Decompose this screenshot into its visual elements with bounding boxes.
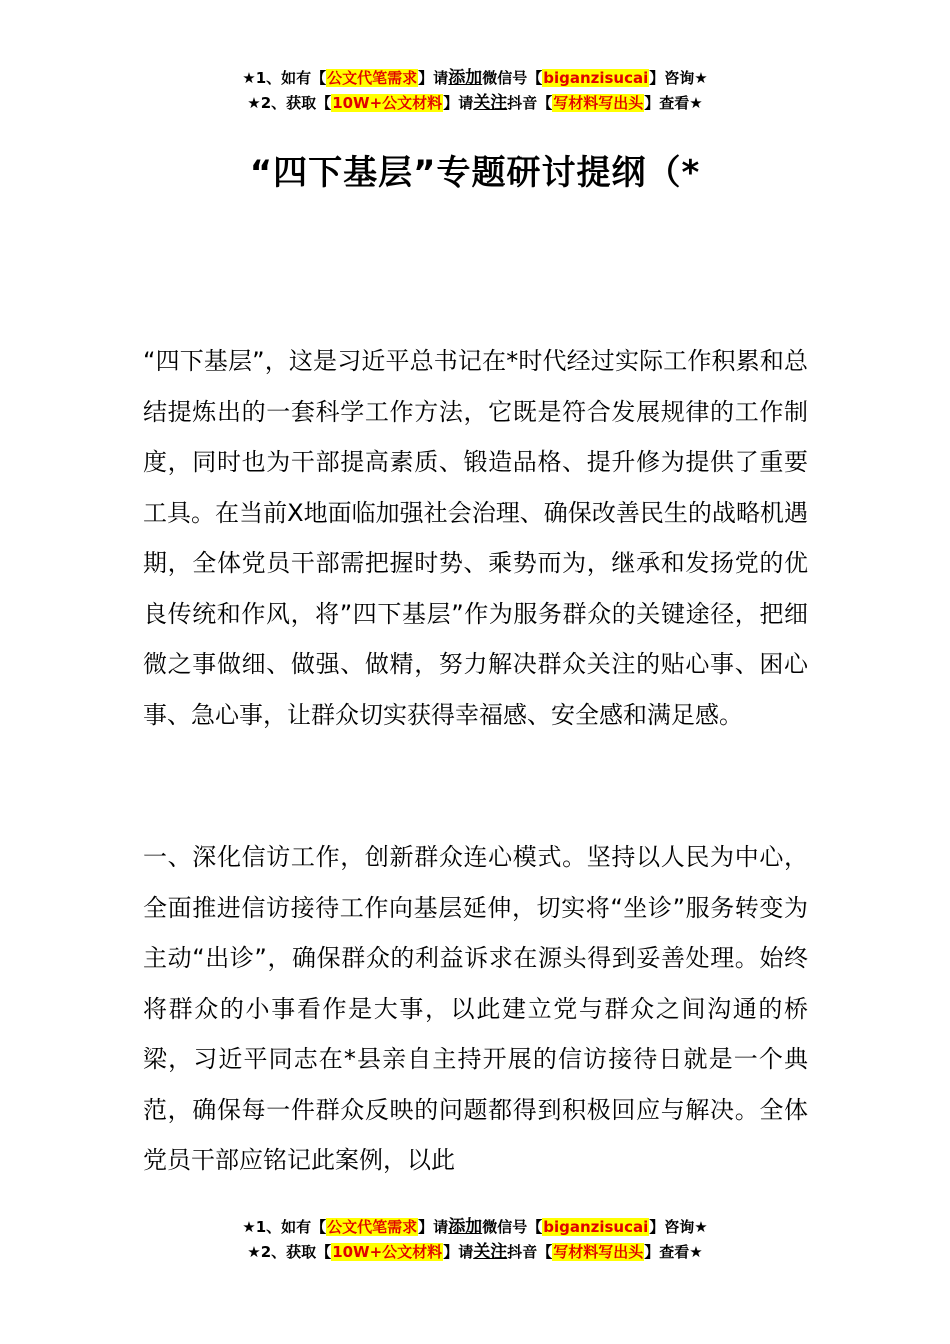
- banner-text: ★2、获取【: [247, 1243, 332, 1261]
- banner-text: 】请: [443, 94, 474, 112]
- banner-line-1: [0, 1215, 950, 1240]
- banner-text: 微信号【: [482, 69, 543, 87]
- banner-emphasis: 添加: [448, 1217, 483, 1237]
- banner-text: ★1、如有【: [242, 1218, 327, 1236]
- document-title: “四下基层”专题研讨提纲（*: [249, 153, 701, 193]
- banner-line-2: [0, 91, 950, 116]
- banner-text: 】查看★: [644, 1243, 703, 1261]
- banner-text: 抖音【: [507, 94, 553, 112]
- banner-highlight-douyin: 写材料写出头: [553, 1243, 644, 1261]
- banner-emphasis: 添加: [448, 68, 483, 88]
- banner-highlight: 10W+公文材料: [332, 94, 443, 112]
- banner-emphasis: 关注: [473, 1242, 508, 1262]
- banner-text: 】查看★: [644, 94, 703, 112]
- banner-text: 】请: [443, 1243, 474, 1261]
- header-banner: [0, 66, 950, 116]
- banner-highlight: 公文代笔需求: [327, 69, 418, 87]
- banner-text: 】咨询★: [649, 1218, 708, 1236]
- banner-highlight-wechat: biganzisucai: [543, 69, 649, 87]
- banner-line-1: [0, 66, 950, 91]
- banner-text: 】请: [418, 1218, 449, 1236]
- banner-highlight: 公文代笔需求: [327, 1218, 418, 1236]
- banner-text: 微信号【: [482, 1218, 543, 1236]
- paragraph-text: “四下基层”，这是习近平总书记在*时代经过实际工作积累和总结提炼出的一套科学工作方法，它既是符合发展规律的工作制度，同时也为干部提高素质、锻造品格、提升修为提供了重要工具。在当前X地面临加强社会治理、确保改善民生的战略机遇期，全体党员干部需把握时势、乘势而为，继承和发扬党的优良传统和作风，将”四下基层”作为服务群众的关键途径，把细微之事做细、做强、做精，努力解决群众关注的贴心事、困心事、急心事，让群众切实获得幸福感、安全感和满足感。: [143, 347, 808, 729]
- banner-text: 抖音【: [507, 1243, 553, 1261]
- paragraph-text: 一、深化信访工作，创新群众连心模式。坚持以人民为中心，全面推进信访接待工作向基层延伸，切实将“坐诊”服务转变为主动“出诊”，确保群众的利益诉求在源头得到妥善处理。始终将群众的小事看作是大事，以此建立党与群众之间沟通的桥梁，习近平同志在*县亲自主持开展的信访接待日就是一个典范，确保每一件群众反映的问题都得到积极回应与解决。全体党员干部应铭记此案例，以此: [143, 843, 808, 1174]
- banner-text: ★1、如有【: [242, 69, 327, 87]
- banner-highlight-douyin: 写材料写出头: [553, 94, 644, 112]
- banner-highlight: 10W+公文材料: [332, 1243, 443, 1261]
- banner-text: 】咨询★: [649, 69, 708, 87]
- paragraph-intro: [143, 336, 808, 740]
- footer-banner: [0, 1215, 950, 1265]
- banner-highlight-wechat: biganzisucai: [543, 1218, 649, 1236]
- banner-line-2: [0, 1240, 950, 1265]
- banner-text: 】请: [418, 69, 449, 87]
- banner-emphasis: 关注: [473, 93, 508, 113]
- banner-text: ★2、获取【: [247, 94, 332, 112]
- paragraph-section-1: [143, 832, 808, 1186]
